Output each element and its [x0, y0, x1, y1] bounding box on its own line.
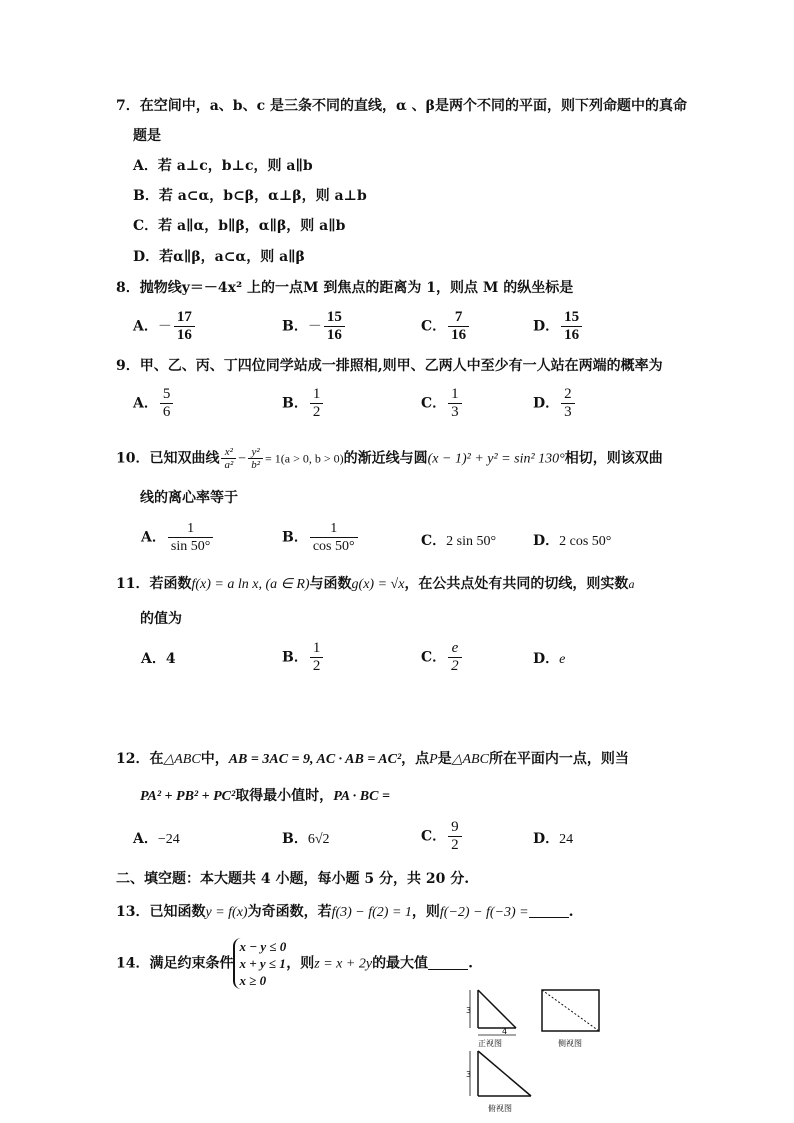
q7-option-c: C．若 a∥α，b∥β，α∥β，则 a∥b: [133, 218, 346, 234]
q9-option-d: D． $\frac{2}{3}$: [533, 386, 577, 421]
top-view-caption: 俯视图: [488, 1104, 512, 1113]
q11-option-a: A．4: [141, 651, 176, 667]
q12-option-c: C． $\frac{9}{2}$: [421, 819, 464, 854]
q8-option-c: C． $\frac{7}{16}$: [421, 309, 471, 344]
front-view-height-label: 3: [466, 1006, 472, 1015]
q10-option-a: A． $\frac{1}{\sin 50^\circ}$: [141, 520, 215, 555]
q10-option-d: D．2 cos 50°: [533, 533, 612, 549]
side-view-caption: 侧视图: [558, 1039, 582, 1048]
top-view: [466, 1051, 531, 1113]
q10-option-c: C．2 sin 50°: [421, 533, 497, 549]
q10-option-b: B． $\frac{1}{\cos 50^\circ}$: [282, 520, 360, 555]
q10-stem-line1: 10．已知双曲线 $\frac{\text{x²}}{\text{a²}}$ − $\frac{\text{y²}}{\text{b²}}$ = 1(a > 0, b > 0)的渐近线与圆(x − 1)² + y² = sin² 130°相切，则该双曲: [116, 446, 663, 471]
q9-stem: 9．甲、乙、丙、丁四位同学站成一排照相,则甲、乙两人中至少有一人站在两端的概率为: [116, 358, 663, 374]
section-heading: 二、填空题：本大题共 4 小题，每小题 5 分，共 20 分.: [116, 871, 470, 887]
q8-stem: 8．抛物线y＝－4x² 上的一点M 到焦点的距离为 1，则点 M 的纵坐标是: [116, 280, 574, 296]
q9-option-a: A． $\frac{5}{6}$: [133, 386, 175, 421]
q11-option-c: C． $\frac{e}{2}$: [421, 640, 464, 675]
q8-option-d: D． $\frac{15}{16}$: [533, 309, 584, 344]
q8-option-b: B．－ $\frac{15}{16}$: [282, 309, 347, 344]
q7-stem-line2: 题是: [133, 128, 161, 144]
q13-stem: 13．已知函数y = f(x)为奇函数，若f(3) − f(2) = 1，则f(−2) − f(−3) = .: [116, 904, 574, 920]
q11-stem-line1: 11．若函数f(x) = a ln x, (a ∈ R)与函数g(x) = √x，在公共点处有共同的切线，则实数a: [116, 576, 635, 592]
q12-stem-line1: 12．在△ABC中，AB = 3AC = 9, AC · AB = AC²，点P是△ABC所在平面内一点，则当: [116, 751, 629, 767]
q8-option-a: A．－ $\frac{17}{16}$: [133, 309, 197, 344]
q14-constraint-system: x − y ≤ 0 x + y ≤ 1 x ≥ 0: [233, 938, 286, 989]
q7-stem-line1: 7．在空间中，a、b、c 是三条不同的直线，α 、β是两个不同的平面，则下列命题中的真命: [116, 98, 687, 114]
q11-stem-line2: 的值为: [140, 611, 182, 627]
front-view: [466, 990, 516, 1048]
q9-option-b: B． $\frac{1}{2}$: [282, 386, 325, 421]
q11-option-d: D．e: [533, 651, 566, 667]
front-view-caption: 正视图: [478, 1039, 502, 1048]
front-view-width-label: 4: [502, 1027, 508, 1036]
q11-option-b: B． $\frac{1}{2}$: [282, 640, 325, 675]
q12-option-d: D．24: [533, 831, 574, 847]
top-view-height-label: 3: [466, 1070, 472, 1079]
q14-stem: 14．满足约束条件 x − y ≤ 0 x + y ≤ 1 x ≥ 0 ，则z = x + 2y的最大值 .: [116, 939, 473, 988]
q7-option-b: B．若 a⊂α，b⊂β，α⊥β，则 a⊥b: [133, 188, 367, 204]
q12-stem-line2: PA² + PB² + PC²取得最小值时，PA · BC =: [140, 788, 390, 804]
q14-answer-blank[interactable]: [428, 969, 468, 970]
q12-option-a: A．−24: [133, 831, 180, 847]
q7-option-a: A．若 a⊥c，b⊥c，则 a∥b: [133, 158, 313, 174]
q12-option-b: B．6√2: [282, 831, 330, 847]
q9-option-c: C． $\frac{1}{3}$: [421, 386, 464, 421]
three-view-figure: [458, 985, 608, 1115]
side-view: [542, 990, 599, 1048]
q13-answer-blank[interactable]: [529, 917, 569, 918]
q7-option-d: D．若α∥β，a⊂α，则 a∥β: [133, 249, 305, 265]
q10-stem-line2: 线的离心率等于: [140, 490, 238, 506]
